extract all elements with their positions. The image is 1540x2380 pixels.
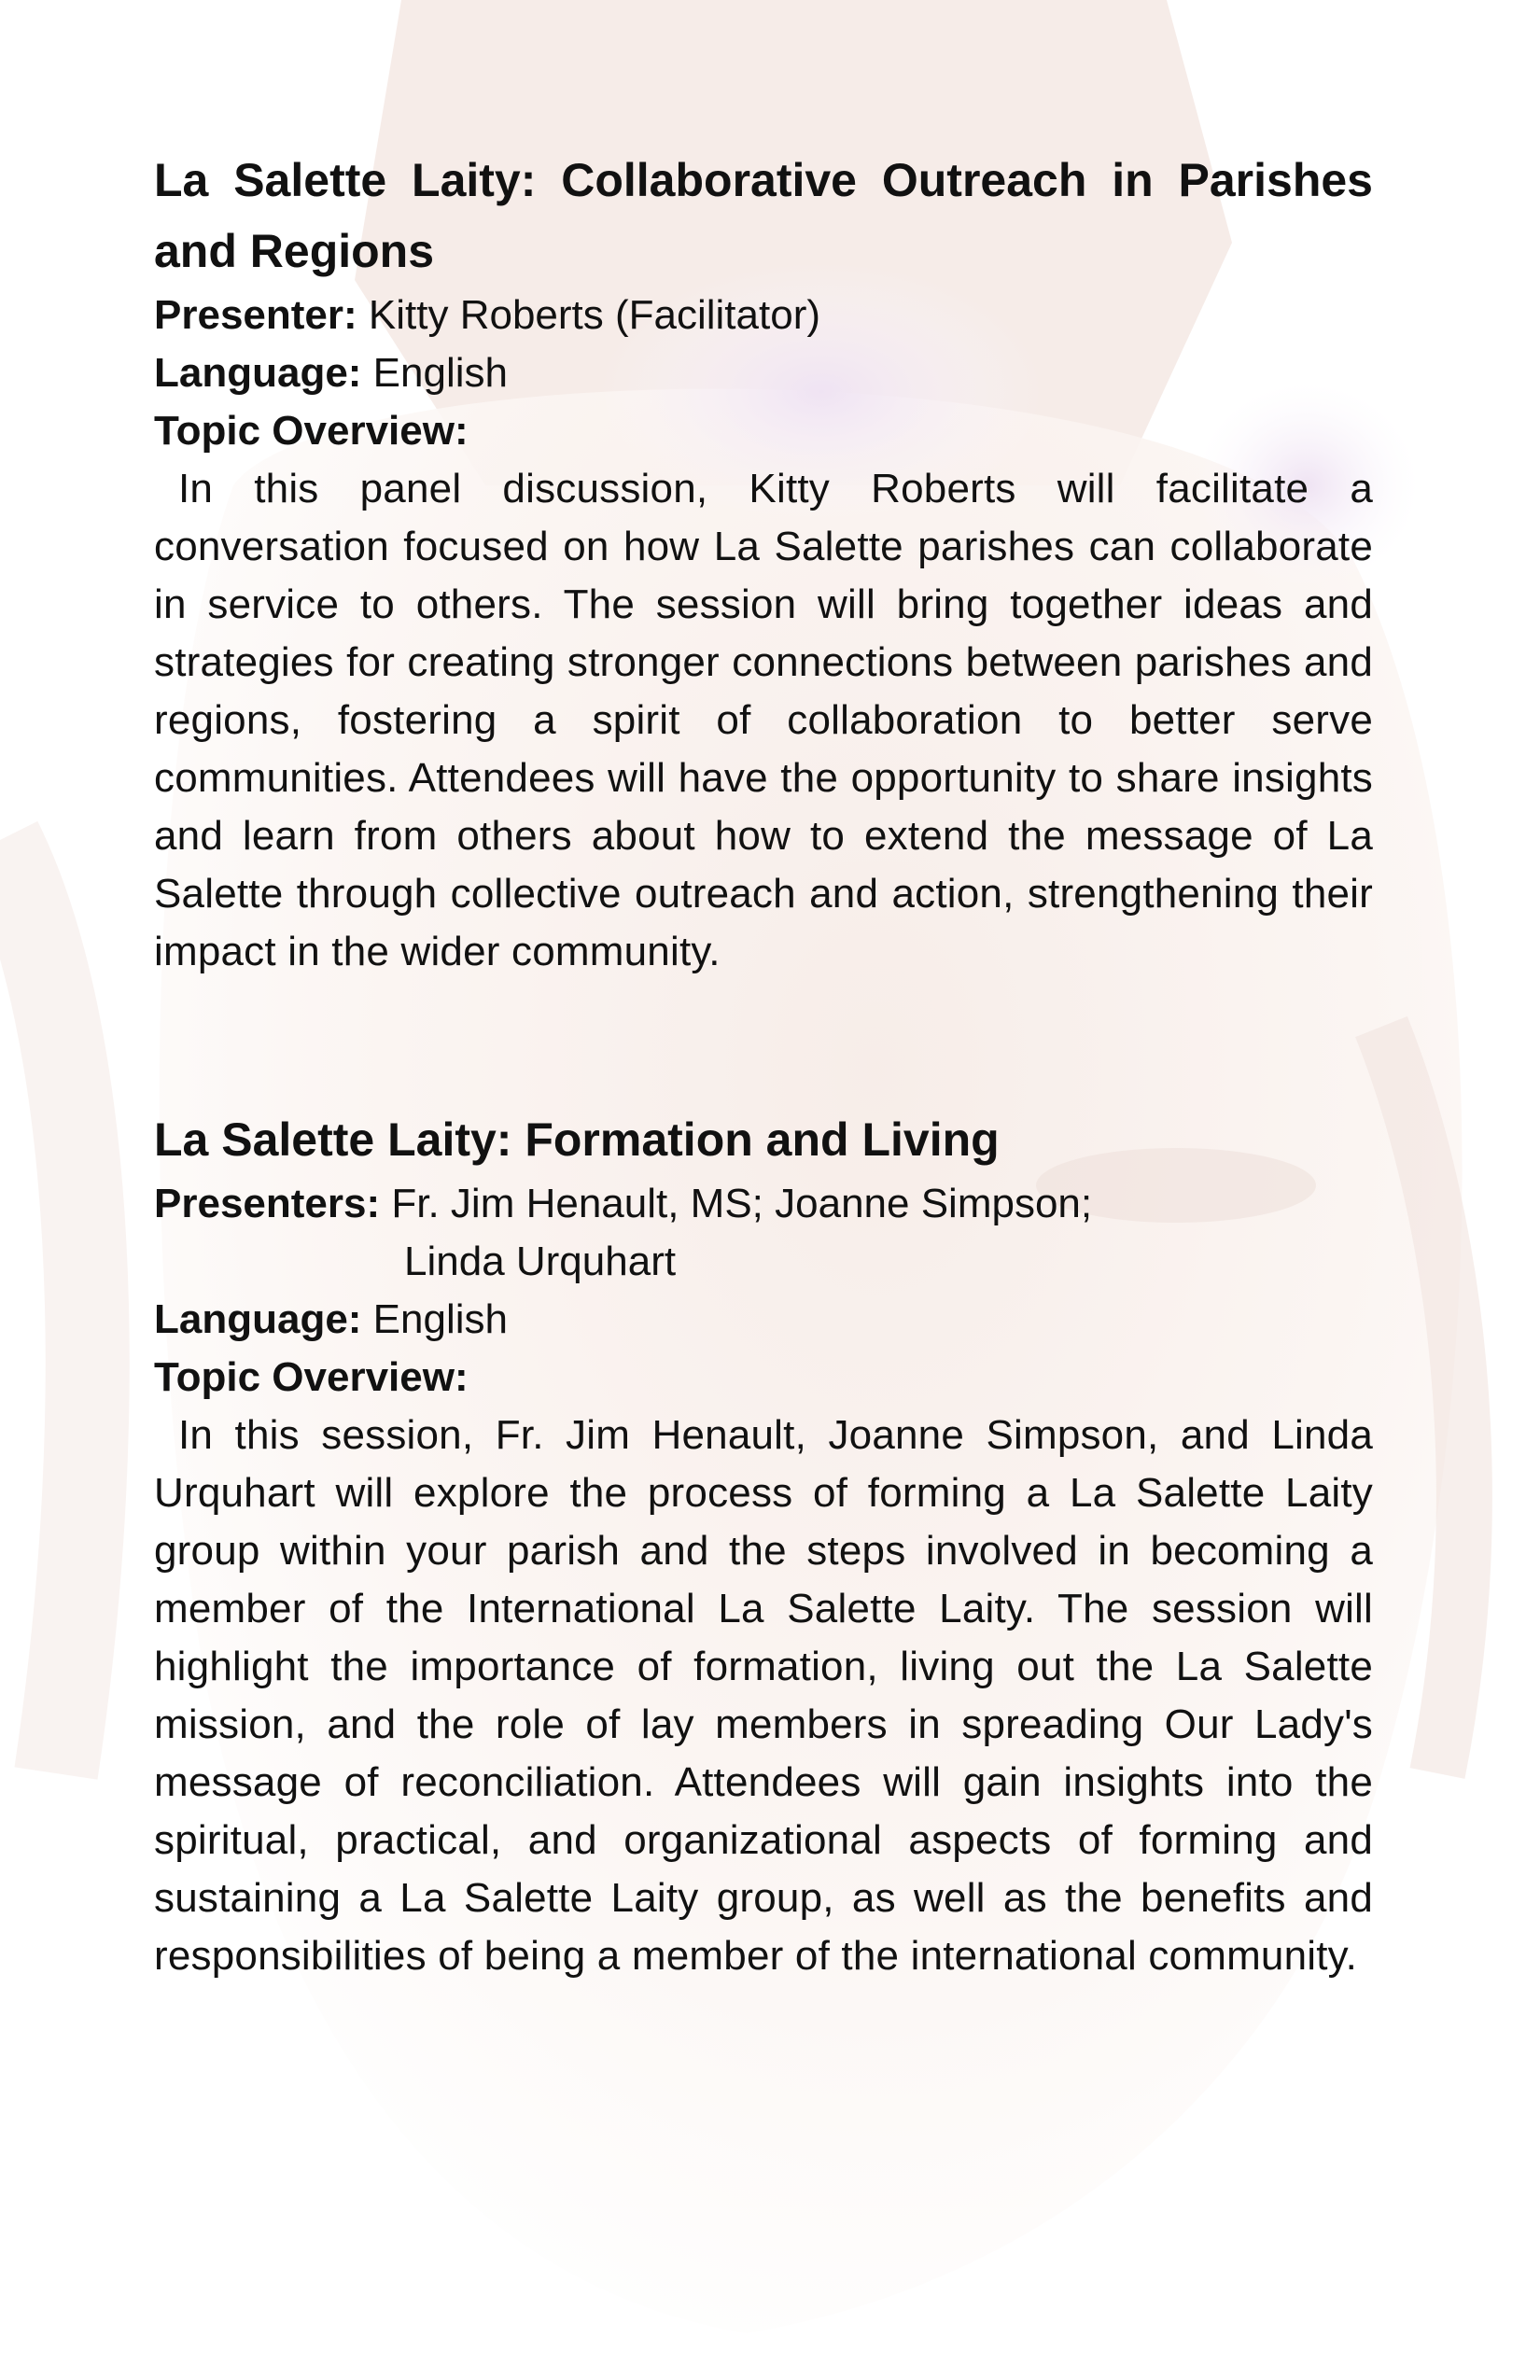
presenters-value: Fr. Jim Henault, MS; Joanne Simpson; xyxy=(380,1181,1093,1226)
presenters-line-2: Linda Urquhart xyxy=(404,1239,677,1284)
language-value: English xyxy=(361,1296,508,1342)
presenter-line xyxy=(154,287,1373,344)
overview-heading xyxy=(154,402,1373,460)
language-label: Language: xyxy=(154,350,362,396)
overview-label: Topic Overview: xyxy=(154,408,469,454)
overview-text: In this session, Fr. Jim Henault, Joanne Simpson, and Linda Urquhart will explore the process of forming a La Salette Laity group within your parish and the steps involved in becoming a member of the International La Salette Laity. The session will highlight the importance of formation, living out the La Salette mission, and the role of lay members in spreading Our Lady's message of reconciliation. Attendees will gain insights into the spiritual, practical, and organizational aspects of forming and sustaining a La Salette Laity group, as well as the benefits and responsibilities of being a member of the international community. xyxy=(154,1412,1373,1979)
overview-text: In this panel discussion, Kitty Roberts will facilitate a conversation focused on how La Salette parishes can collaborate in service to others. The session will bring together ideas and strategies for creating stronger connections between parishes and regions, fostering a spirit of collaboration to better serve communities. Attendees will have the opportunity to share insights and learn from others about how to extend the message of La Salette through collective outreach and action, strengthening their impact in the wider community. xyxy=(154,466,1373,974)
language-line xyxy=(154,1291,1373,1349)
language-value: English xyxy=(361,350,508,396)
main-content xyxy=(154,145,1373,1985)
session-formation-and-living xyxy=(154,1104,1373,1985)
session-collaborative-outreach xyxy=(154,145,1373,981)
overview-label: Topic Overview: xyxy=(154,1354,469,1400)
presenters-line xyxy=(154,1175,1373,1233)
session-title: La Salette Laity: Collaborative Outreach in Parishes and Regions xyxy=(154,154,1373,277)
presenter-label: Presenter: xyxy=(154,292,357,338)
language-label: Language: xyxy=(154,1296,362,1342)
presenter-value: Kitty Roberts (Facilitator) xyxy=(357,292,821,338)
session-title: La Salette Laity: Formation and Living xyxy=(154,1113,1000,1166)
presenters-label: Presenters: xyxy=(154,1181,381,1226)
overview-heading xyxy=(154,1349,1373,1407)
language-line xyxy=(154,344,1373,402)
